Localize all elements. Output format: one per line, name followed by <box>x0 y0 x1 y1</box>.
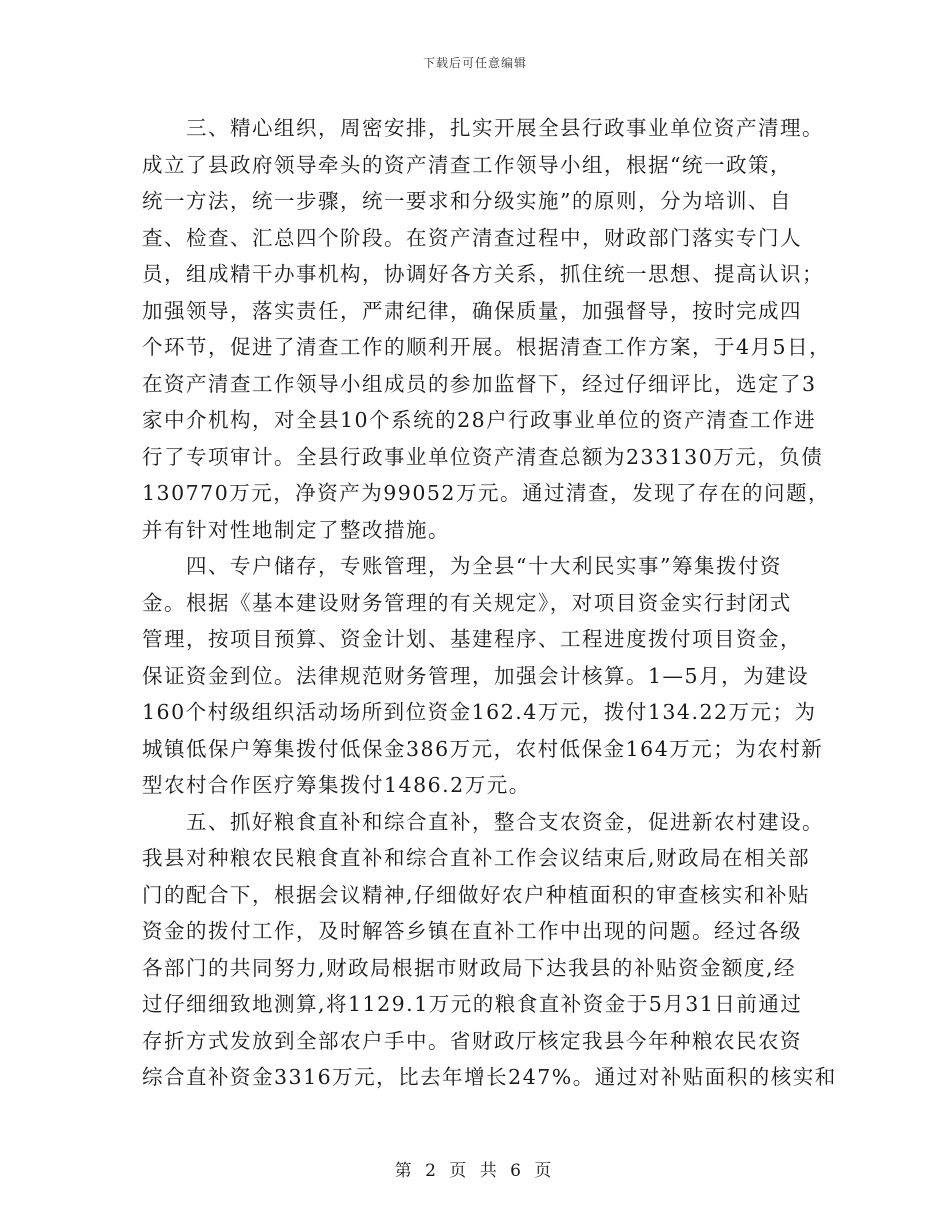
page-header: 下载后可任意编辑 <box>422 56 527 70</box>
paragraph-first-line: 三、精心组织，周密安排，扎实开展全县行政事业单位资产清理。 <box>186 116 824 140</box>
paragraph-line: 成立了县政府领导牵头的资产清查工作领导小组，根据“统一政策， <box>142 152 792 177</box>
paragraph-line: 保证资金到位。法律规范财务管理，加强会计核算。1—5月，为建设 <box>142 663 810 688</box>
paragraph-first-line: 五、抓好粮食直补和综合直补，整合支农资金，促进新农村建设。 <box>186 809 824 834</box>
document-body <box>142 110 837 1096</box>
paragraph-line: 城镇低保户筹集拨付低保金386万元，农村低保金164万元；为农村新 <box>142 736 824 761</box>
paragraph-line: 家中介机构，对全县10个系统的28户行政事业单位的资产清查工作进 <box>142 408 817 432</box>
paragraph-line: 加强领导，落实责任，严肃纪律，确保质量，加强督导，按时完成四 <box>142 298 802 323</box>
paragraph-line: 个环节，促进了清查工作的顺利开展。根据清查工作方案，于4月5日， <box>142 335 832 359</box>
paragraph-line: 金。根据《基本建设财务管理的有关规定》，对项目资金实行封闭式 <box>142 590 792 615</box>
paragraph <box>142 548 824 804</box>
paragraph-line: 门的配合下，根据会议精神,仔细做好农户种植面积的审查核实和补贴 <box>142 882 811 907</box>
paragraph-line: 在资产清查工作领导小组成员的参加监督下，经过仔细评比，选定了3 <box>142 371 817 396</box>
paragraph-line: 并有针对性地制定了整改措施。 <box>142 517 450 542</box>
paragraph-line: 综合直补资金3316万元，比去年增长247%。通过对补贴面积的核实和 <box>142 1065 837 1089</box>
paragraph-line: 资金的拨付工作，及时解答乡镇在直补工作中出现的问题。经过各级 <box>142 919 802 943</box>
paragraph <box>142 110 832 548</box>
paragraph-line: 各部门的共同努力,财政局根据市财政局下达我县的补贴资金额度,经 <box>142 955 797 980</box>
paragraph-line: 型农村合作医疗筹集拨付1486.2万元。 <box>142 773 531 797</box>
page-footer: 第 2 页 共 6 页 <box>394 1161 556 1181</box>
paragraph-line: 过仔细细致地测算,将1129.1万元的粮食直补资金于5月31日前通过 <box>142 992 803 1016</box>
paragraph-line: 统一方法，统一步骤，统一要求和分级实施”的原则，分为培训、自 <box>142 189 792 213</box>
paragraph-line: 存折方式发放到全部农户手中。省财政厅核定我县今年种粮农民农资 <box>142 1028 802 1053</box>
paragraph <box>142 804 837 1096</box>
paragraph-line: 行了专项审计。全县行政事业单位资产清查总额为233130万元，负债 <box>142 444 824 469</box>
paragraph-line: 130770万元，净资产为99052万元。通过清查，发现了存在的问题， <box>142 481 830 505</box>
paragraph-first-line: 四、专户储存，专账管理，为全县“十大利民实事”筹集拨付资 <box>186 554 782 578</box>
paragraph-line: 查、检查、汇总四个阶段。在资产清查过程中，财政部门落实专门人 <box>142 225 802 250</box>
paragraph-line: 160个村级组织活动场所到位资金162.4万元，拨付134.22万元；为 <box>142 700 817 724</box>
paragraph-line: 管理，按项目预算、资金计划、基建程序、工程进度拨付项目资金， <box>142 627 802 651</box>
paragraph-line: 我县对种粮农民粮食直补和综合直补工作会议结束后,财政局在相关部 <box>142 846 811 870</box>
paragraph-line: 员，组成精干办事机构，协调好各方关系，抓住统一思想、提高认识； <box>142 262 824 286</box>
